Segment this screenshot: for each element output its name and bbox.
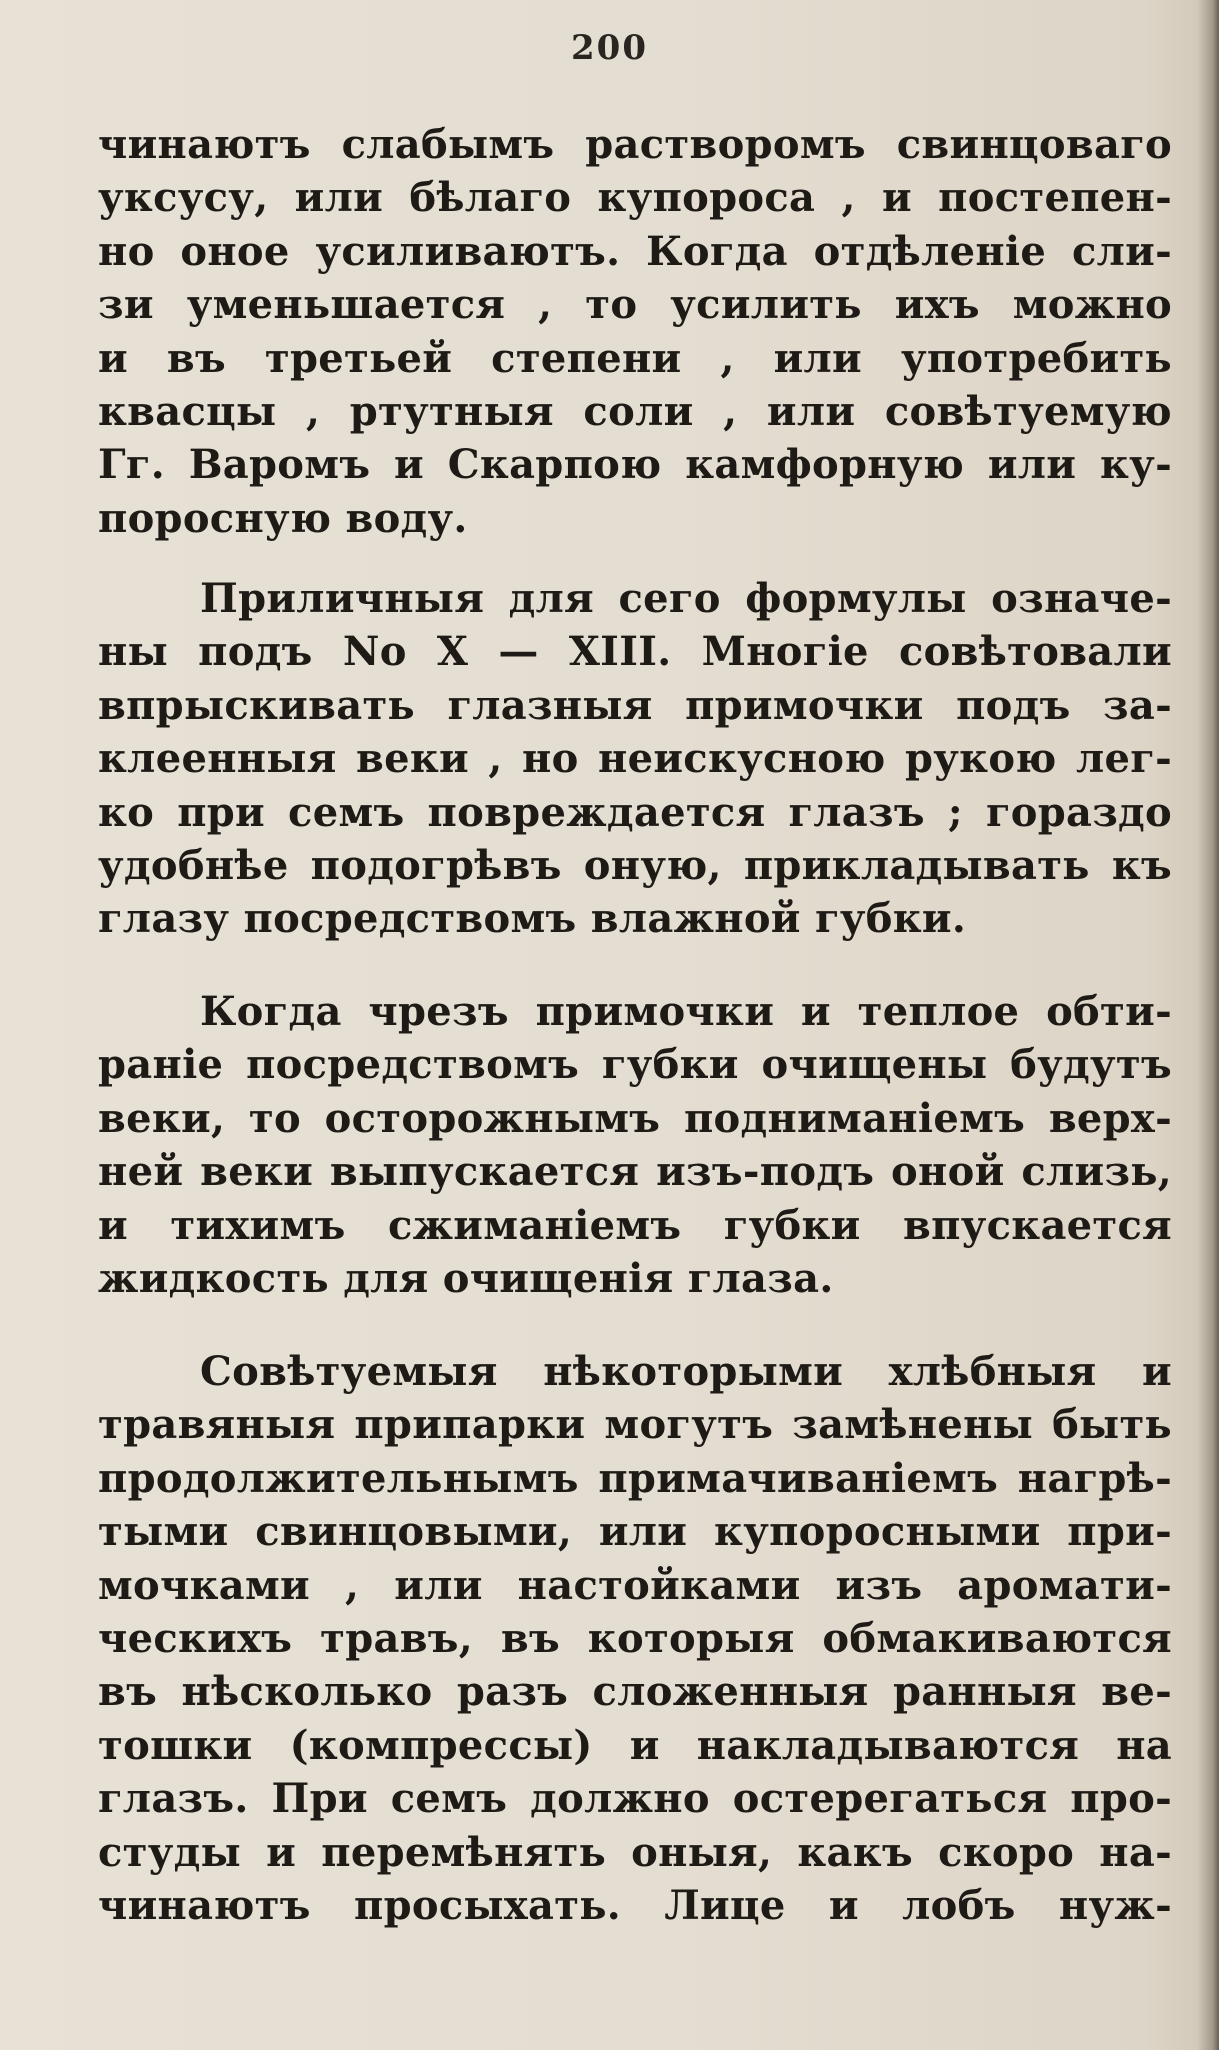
text-line: но оное усиливаютъ. Когда отдѣленіе сли-	[98, 227, 1172, 275]
text-line: удобнѣе подогрѣвъ оную, прикладывать къ	[98, 841, 1172, 889]
text-line: ны подъ No X — XIII. Многіе совѣтовали	[98, 628, 1172, 676]
text-line: квасцы , ртутныя соли , или совѣтуемую	[98, 387, 1172, 435]
text-line: и въ третьей степени , или употребить	[98, 334, 1172, 382]
paragraph-4	[98, 1345, 1172, 1932]
text-line: тыми свинцовыми, или купоросными при-	[98, 1508, 1172, 1556]
paragraph-2	[98, 572, 1172, 946]
text-line: чинаютъ просыхать. Лице и лобъ нуж-	[98, 1881, 1172, 1929]
text-line: Когда чрезъ примочки и теплое обти-	[200, 988, 1172, 1035]
text-line: зи уменьшается , то усилить ихъ можно	[98, 281, 1172, 329]
text-line: жидкость для очищенія глаза.	[98, 1254, 834, 1302]
page-gutter-shadow	[1197, 0, 1219, 2050]
text-line: раніе посредствомъ губки очищены будутъ	[98, 1041, 1172, 1089]
text-line: ческихъ травъ, въ которыя обмакиваются	[98, 1614, 1172, 1662]
text-line: студы и перемѣнять оныя, какъ скоро на-	[98, 1828, 1172, 1876]
text-line: впрыскивать глазныя примочки подъ за-	[98, 681, 1172, 729]
text-line: чинаютъ слабымъ растворомъ свинцоваго	[98, 121, 1172, 168]
text-line: Совѣтуемыя нѣкоторыми хлѣбныя и	[200, 1348, 1172, 1395]
text-line: уксусу, или бѣлаго купороса , и постепен-	[98, 174, 1172, 222]
text-line: Гг. Варомъ и Скарпою камфорную или ку-	[98, 441, 1172, 489]
text-line: травяныя припарки могутъ замѣнены быть	[98, 1401, 1172, 1449]
text-line: въ нѣсколько разъ сложенныя ранныя ве-	[98, 1668, 1172, 1716]
text-line: мочками , или настойками изъ аромати-	[98, 1561, 1172, 1609]
page-number: 200	[571, 28, 648, 68]
text-line: глазу посредствомъ влажной губки.	[98, 895, 967, 943]
text-line: поросную воду.	[98, 494, 468, 542]
paragraph-3	[98, 985, 1172, 1305]
text-line: клеенныя веки , но неискусною рукою лег-	[98, 735, 1172, 783]
text-line: тошки (компрессы) и накладываются на	[98, 1721, 1172, 1769]
text-line: продолжительнымъ примачиваніемъ нагрѣ-	[98, 1454, 1172, 1502]
text-line: ко при семъ повреждается глазъ ; гораздо	[98, 788, 1172, 836]
text-line: ней веки выпускается изъ-подъ оной слизь,	[98, 1148, 1172, 1196]
text-line: Приличныя для сего формулы означе-	[200, 575, 1172, 622]
text-line: глазъ. При семъ должно остерегаться про-	[98, 1775, 1172, 1823]
text-line: веки, то осторожнымъ подниманіемъ верх-	[98, 1094, 1172, 1142]
paragraph-1	[98, 118, 1172, 545]
text-line: и тихимъ сжиманіемъ губки впускается	[98, 1201, 1172, 1249]
